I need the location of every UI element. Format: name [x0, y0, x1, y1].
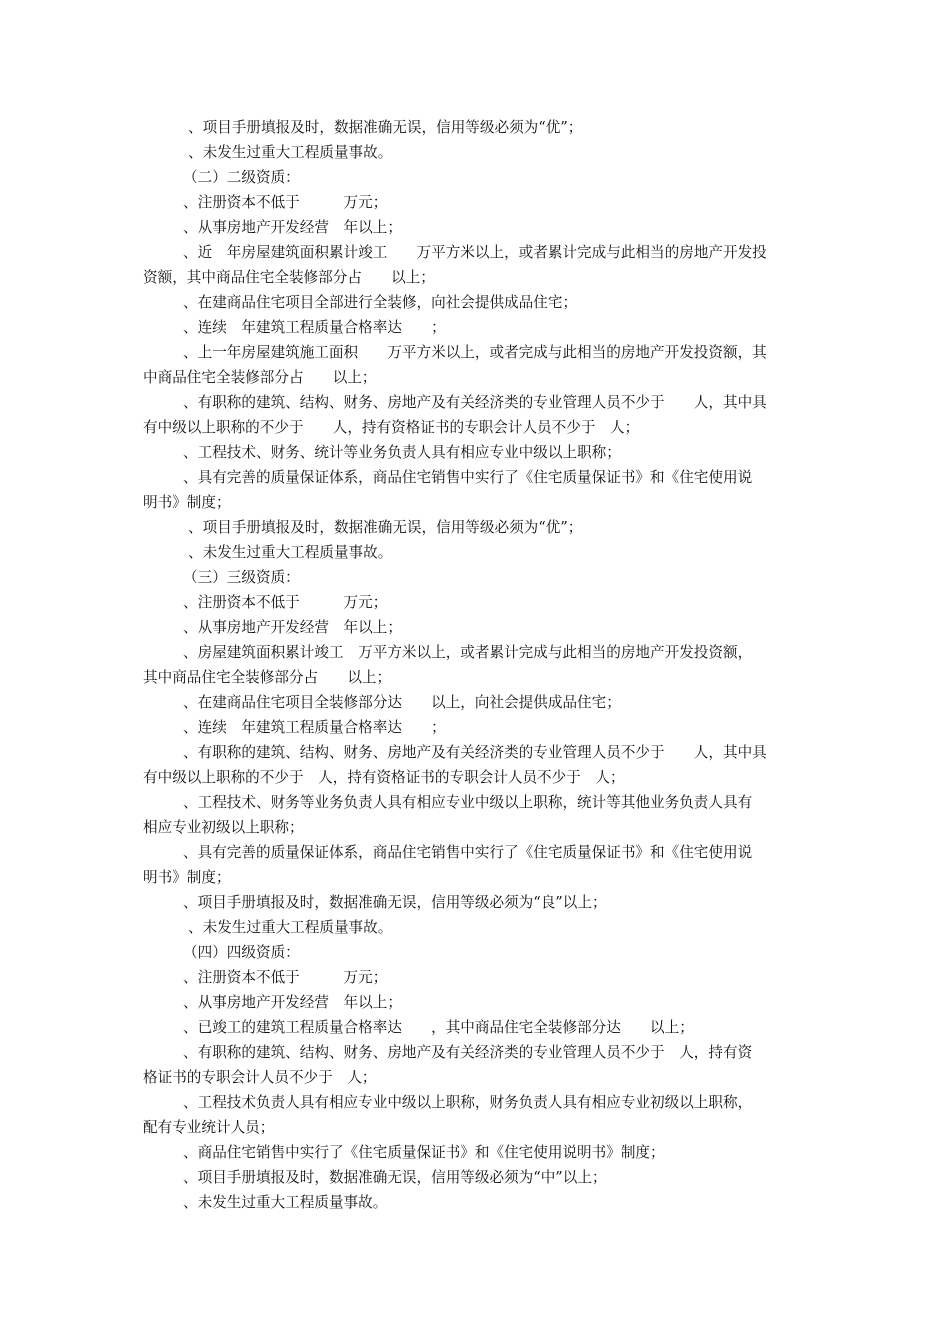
paragraph-line: 、有职称的建筑、结构、财务、房地产及有关经济类的专业管理人员不少于 人，其中具: [183, 744, 767, 761]
paragraph-line: 、具有完善的质量保证体系，商品住宅销售中实行了《住宅质量保证书》和《住宅使用说: [183, 469, 753, 486]
paragraph-line: 、未发生过重大工程质量事故。: [188, 544, 393, 561]
paragraph-line: 格证书的专职会计人员不少于 人；: [143, 1069, 377, 1086]
paragraph-line: 明书》制度；: [143, 494, 231, 511]
paragraph-line: 、上一年房屋建筑施工面积 万平方米以上，或者完成与此相当的房地产开发投资额，其: [183, 344, 767, 361]
paragraph-line: 、在建商品住宅项目全部进行全装修，向社会提供成品住宅；: [183, 294, 578, 311]
paragraph-line: 相应专业初级以上职称；: [143, 819, 304, 836]
paragraph-line: 明书》制度；: [143, 869, 231, 886]
section-heading: （四）四级资质：: [183, 944, 300, 961]
paragraph-line: 其中商品住宅全装修部分占 以上；: [143, 669, 392, 686]
paragraph-line: 有中级以上职称的不少于 人，持有资格证书的专职会计人员不少于 人；: [143, 769, 625, 786]
paragraph-line: 、具有完善的质量保证体系，商品住宅销售中实行了《住宅质量保证书》和《住宅使用说: [183, 844, 753, 861]
paragraph-line: 、连续 年建筑工程质量合格率达 ；: [183, 719, 446, 736]
paragraph-line: 、未发生过重大工程质量事故。: [188, 919, 393, 936]
paragraph-line: 、未发生过重大工程质量事故。: [188, 144, 393, 161]
paragraph-line: 、从事房地产开发经营 年以上；: [183, 619, 402, 636]
paragraph-line: 、项目手册填报及时，数据准确无误，信用等级必须为“良”以上；: [183, 894, 607, 911]
paragraph-line: 配有专业统计人员；: [143, 1119, 275, 1136]
paragraph-line: 资额，其中商品住宅全装修部分占 以上；: [143, 269, 435, 286]
section-heading: （三）三级资质：: [183, 569, 300, 586]
paragraph-line: 中商品住宅全装修部分占 以上；: [143, 369, 377, 386]
paragraph-line: 、商品住宅销售中实行了《住宅质量保证书》和《住宅使用说明书》制度；: [183, 1144, 665, 1161]
paragraph-line: 、已竣工的建筑工程质量合格率达 ，其中商品住宅全装修部分达 以上；: [183, 1019, 694, 1036]
section-heading: （二）二级资质：: [183, 169, 300, 186]
paragraph-line: 、注册资本不低于 万元；: [183, 594, 388, 611]
paragraph-line: 、注册资本不低于 万元；: [183, 969, 388, 986]
paragraph-line: 、近 年房屋建筑面积累计竣工 万平方米以上，或者累计完成与此相当的房地产开发投: [183, 244, 767, 261]
paragraph-line: 有中级以上职称的不少于 人，持有资格证书的专职会计人员不少于 人；: [143, 419, 640, 436]
paragraph-line: 、有职称的建筑、结构、财务、房地产及有关经济类的专业管理人员不少于 人，持有资: [183, 1044, 753, 1061]
paragraph-line: 、从事房地产开发经营 年以上；: [183, 994, 402, 1011]
paragraph-line: 、在建商品住宅项目全装修部分达 以上，向社会提供成品住宅；: [183, 694, 621, 711]
paragraph-line: 、工程技术、财务、统计等业务负责人具有相应专业中级以上职称；: [183, 444, 621, 461]
paragraph-line: 、项目手册填报及时，数据准确无误，信用等级必须为“中”以上；: [183, 1169, 607, 1186]
paragraph-line: 、连续 年建筑工程质量合格率达 ；: [183, 319, 446, 336]
paragraph-line: 、项目手册填报及时，数据准确无误，信用等级必须为“优”；: [188, 519, 583, 536]
paragraph-line: 、房屋建筑面积累计竣工 万平方米以上，或者累计完成与此相当的房地产开发投资额，: [183, 644, 753, 661]
paragraph-line: 、注册资本不低于 万元；: [183, 194, 388, 211]
paragraph-line: 、有职称的建筑、结构、财务、房地产及有关经济类的专业管理人员不少于 人，其中具: [183, 394, 767, 411]
paragraph-line: 、从事房地产开发经营 年以上；: [183, 219, 402, 236]
paragraph-line: 、未发生过重大工程质量事故。: [183, 1194, 388, 1211]
paragraph-line: 、项目手册填报及时，数据准确无误，信用等级必须为“优”；: [188, 119, 583, 136]
paragraph-line: 、工程技术负责人具有相应专业中级以上职称，财务负责人具有相应专业初级以上职称，: [183, 1094, 753, 1111]
paragraph-line: 、工程技术、财务等业务负责人具有相应专业中级以上职称，统计等其他业务负责人具有: [183, 794, 753, 811]
